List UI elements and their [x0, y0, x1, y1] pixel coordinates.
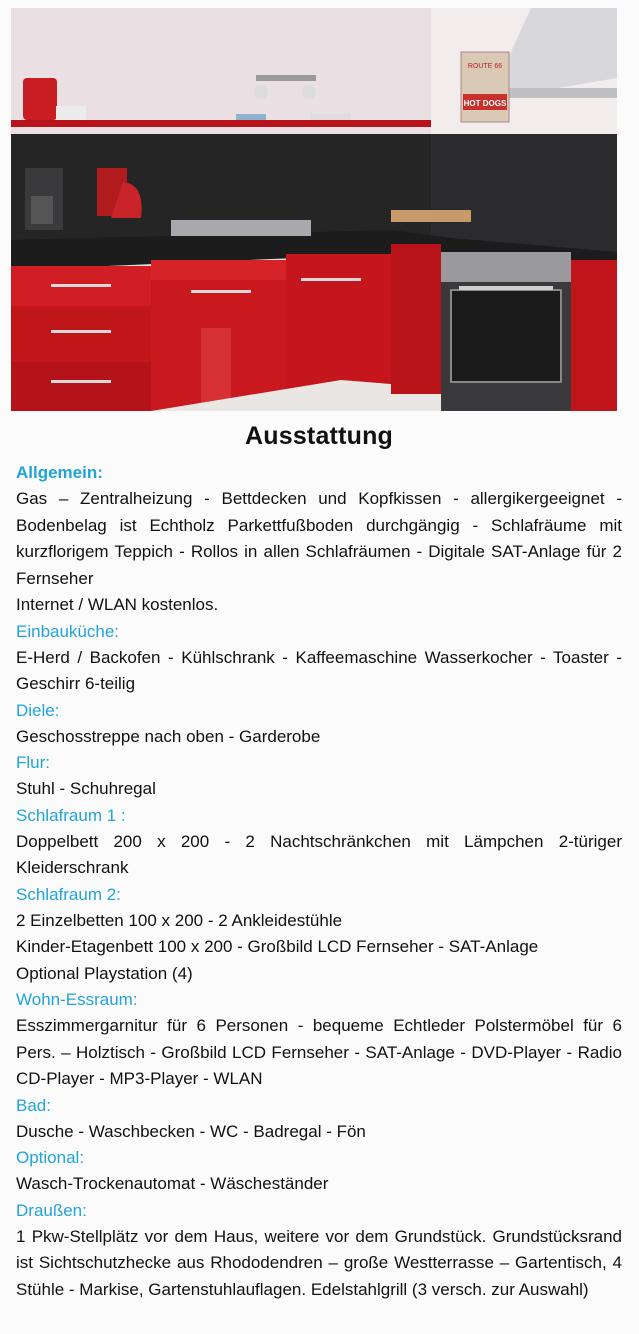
section-heading: Wohn-Essraum: — [16, 990, 138, 1009]
svg-text:ROUTE 66: ROUTE 66 — [467, 63, 503, 70]
section-text: Kinder-Etagenbett 100 x 200 - Großbild LCD Fernseher - SAT-Anlage — [16, 937, 539, 956]
section-2 — [16, 698, 622, 751]
section-heading: Draußen: — [16, 1200, 87, 1220]
section-text: 1 Pkw-Stellplätz vor dem Haus, weitere vor dem Grundstück. Grundstücksrand ist Sichtschutzhecke aus Rhododendren – große Westterrasse – Gartentisch, 4 Stühle - Markise, Gartenstuhlauflagen. Edelstahlgrill (3 versch. zur Auswahl) — [16, 1226, 622, 1299]
section-text: Esszimmergarnitur für 6 Personen - bequeme Echtleder Polstermöbel für 6 Pers. – Holztisch - Großbild LCD Fernseher - SAT-Anlage - DVD-Player - Radio CD-Player - MP3-Player - WLAN — [16, 1016, 622, 1088]
kitchen-illustration — [11, 8, 617, 411]
section-heading: Einbauküche: — [16, 621, 120, 641]
section-6 — [16, 987, 622, 1093]
section-0 — [16, 460, 622, 619]
section-8 — [16, 1145, 622, 1198]
section-heading: Diele: — [16, 700, 60, 720]
section-heading: Schlafraum 2: — [16, 884, 121, 904]
section-heading: Bad: — [16, 1095, 51, 1115]
page-title: Ausstattung — [244, 422, 394, 450]
section-heading: Flur: — [16, 753, 50, 772]
section-heading: Schlafraum 1 : — [16, 805, 126, 825]
kitchen-photo — [11, 8, 617, 411]
section-9 — [16, 1198, 622, 1304]
section-1 — [16, 619, 622, 698]
equipment-list — [16, 418, 622, 1303]
section-4 — [16, 803, 622, 882]
section-text: Wasch-Trockenautomat - Wäscheständer — [16, 1174, 329, 1193]
section-text: E-Herd / Backofen - Kühlschrank - Kaffeemaschine Wasserkocher - Toaster - Geschirr 6-teilig — [16, 647, 622, 693]
section-text: Optional Playstation (4) — [16, 963, 193, 983]
section-3 — [16, 750, 622, 803]
svg-text:HOT DOGS: HOT DOGS — [463, 99, 507, 108]
section-text: Internet / WLAN kostenlos. — [16, 595, 219, 614]
section-text: 2 Einzelbetten 100 x 200 - 2 Ankleidestühle — [16, 910, 343, 930]
section-text: Doppelbett 200 x 200 - 2 Nachtschränkchen mit Lämpchen 2-türiger Kleiderschrank — [16, 831, 622, 877]
section-text: Dusche - Waschbecken - WC - Badregal - Fön — [16, 1121, 366, 1141]
section-5 — [16, 882, 622, 988]
section-7 — [16, 1093, 622, 1146]
hotdog-sign — [461, 52, 509, 122]
section-text: Geschosstreppe nach oben - Garderobe — [16, 726, 321, 746]
section-heading: Optional: — [16, 1148, 85, 1167]
section-text: Gas – Zentralheizung - Bettdecken und Kopfkissen - allergikergeeignet - Bodenbelag ist Echtholz Parkettfußboden durchgängig - Schlafräume mit kurzflorigem Teppich - Rollos in allen Schlafräumen - Digitale SAT-Anlage für 2 Fernseher — [16, 489, 622, 588]
section-heading: Allgemein: — [16, 463, 103, 482]
section-text: Stuhl - Schuhregal — [16, 779, 156, 798]
